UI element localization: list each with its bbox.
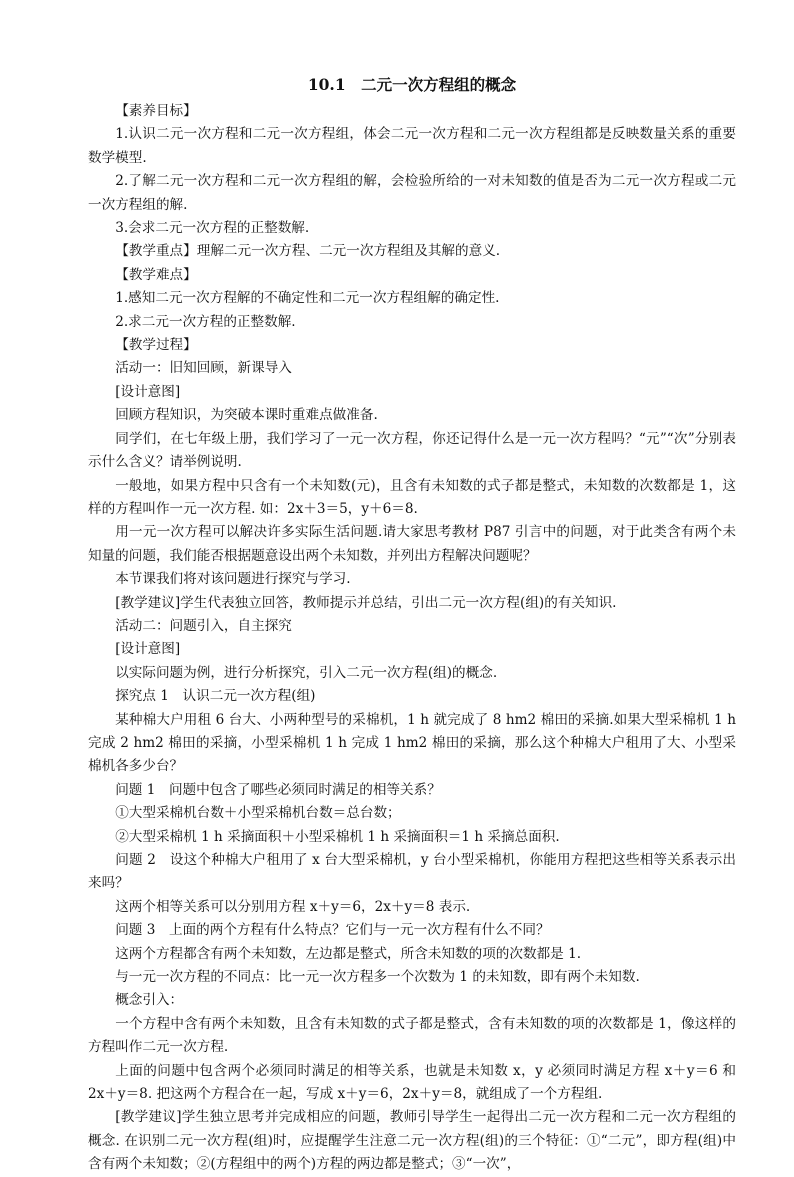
goal-2: 2.了解二元一次方程和二元一次方程组的解，会检验所给的一对未知数的值是否为二元一次方程或二元一次方程组的解. <box>88 173 736 213</box>
teaching-suggestion: [教学建议]学生独立思考并完成相应的问题，教师引导学生一起得出二元一次方程和二元一次方程组的概念. 在识别二元一次方程(组)时，应提醒学生注意二元一次方程(组)的三个特征：①“二元”，即方程(组)中含有两个未知数；②(方程组中的两个)方程的两边都是整式；③“一次”， <box>88 1109 736 1173</box>
design-intent-label: [设计意图] <box>115 641 181 658</box>
lesson-body <box>88 100 736 1177</box>
key-points: 【教学重点】理解二元一次方程、二元一次方程组及其解的意义. <box>115 243 501 260</box>
paragraph: 上面的问题中包含两个必须同时满足的相等关系，也就是未知数 x，y 必须同时满足方程 x＋y＝6 和 2x＋y＝8. 把这两个方程合在一起，写成 x＋y＝6，2x＋y＝8，就组成了一个方程组. <box>88 1062 736 1103</box>
difficulty-1: 1.感知二元一次方程解的不确定性和二元一次方程组解的确定性. <box>115 290 500 307</box>
relation-1: ①大型采棉机台数＋小型采棉机台数＝总台数； <box>115 805 401 822</box>
paragraph: 用一元一次方程可以解决许多实际生活问题.请大家思考教材 P87 引言中的问题，对于此类含有两个未知量的问题，我们能否根据题意设出两个未知数，并列出方程解决问题呢？ <box>88 524 736 564</box>
question-1: 问题 1 问题中包含了哪些必须同时满足的相等关系？ <box>115 781 441 798</box>
design-intent-label: [设计意图] <box>115 383 181 400</box>
activity-1-heading: 活动一：旧知回顾，新课导入 <box>115 360 292 377</box>
answer-2: 这两个相等关系可以分别用方程 x＋y＝6，2x＋y＝8 表示. <box>115 898 471 915</box>
process-heading: 【教学过程】 <box>115 337 197 354</box>
concept-definition: 一个方程中含有两个未知数，且含有未知数的式子都是整式，含有未知数的项的次数都是 1，像这样的方程叫作二元一次方程. <box>88 1015 736 1056</box>
difficulty-2: 2.求二元一次方程的正整数解. <box>115 313 296 330</box>
difficulties-heading: 【教学难点】 <box>115 266 197 283</box>
paragraph: 本节课我们将对该问题进行探究与学习. <box>115 571 351 588</box>
goal-1: 1.认识二元一次方程和二元一次方程组，体会二元一次方程和二元一次方程组都是反映数量关系的重要数学模型. <box>88 126 736 166</box>
answer-3b: 与一元一次方程的不同点：比一元一次方程多一个次数为 1 的未知数，即有两个未知数. <box>115 969 640 986</box>
exploration-point-heading: 探究点 1 认识二元一次方程(组) <box>115 688 316 705</box>
design-intent-text: 以实际问题为例，进行分析探究，引入二元一次方程(组)的概念. <box>115 664 498 681</box>
goals-heading: 【素养目标】 <box>115 103 197 119</box>
design-intent-text: 回顾方程知识，为突破本课时重难点做准备. <box>115 407 378 424</box>
activity-2-heading: 活动二：问题引入，自主探究 <box>115 617 292 634</box>
problem-statement: 某种棉大户用租 6 台大、小两种型号的采棉机，1 h 就完成了 8 hm2 棉田的采摘.如果大型采棉机 1 h 完成 2 hm2 棉田的采摘，小型采棉机 1 h 完成 1 hm2 棉田的采摘，那么这个种棉大户租用了大、小型采棉机各多少台？ <box>88 711 736 775</box>
goal-3: 3.会求二元一次方程的正整数解. <box>115 220 310 237</box>
document-page <box>88 74 736 1177</box>
paragraph: 一般地，如果方程中只含有一个未知数(元)，且含有未知数的式子都是整式，未知数的次数都是 1，这样的方程叫作一元一次方程. 如：2x＋3＝5，y＋6＝8. <box>88 477 736 517</box>
question-3: 问题 3 上面的两个方程有什么特点？它们与一元一次方程有什么不同？ <box>115 922 550 939</box>
answer-3a: 这两个方程都含有两个未知数，左边都是整式，所含未知数的项的次数都是 1. <box>115 945 582 962</box>
relation-2: ②大型采棉机 1 h 采摘面积＋小型采棉机 1 h 采摘面积＝1 h 采摘总面积. <box>115 828 560 845</box>
concept-intro-label: 概念引入： <box>115 992 184 1009</box>
question-2: 问题 2 设这个种棉大户租用了 x 台大型采棉机，y 台小型采棉机，你能用方程把这些相等关系表示出来吗？ <box>88 852 736 892</box>
lesson-title: 10.1 二元一次方程组的概念 <box>307 75 517 94</box>
paragraph: 同学们，在七年级上册，我们学习了一元一次方程，你还记得什么是一元一次方程吗？“元”“次”分别表示什么含义？请举例说明. <box>88 430 736 471</box>
teaching-suggestion: [教学建议]学生代表独立回答，教师提示并总结，引出二元一次方程(组)的有关知识. <box>115 594 617 611</box>
